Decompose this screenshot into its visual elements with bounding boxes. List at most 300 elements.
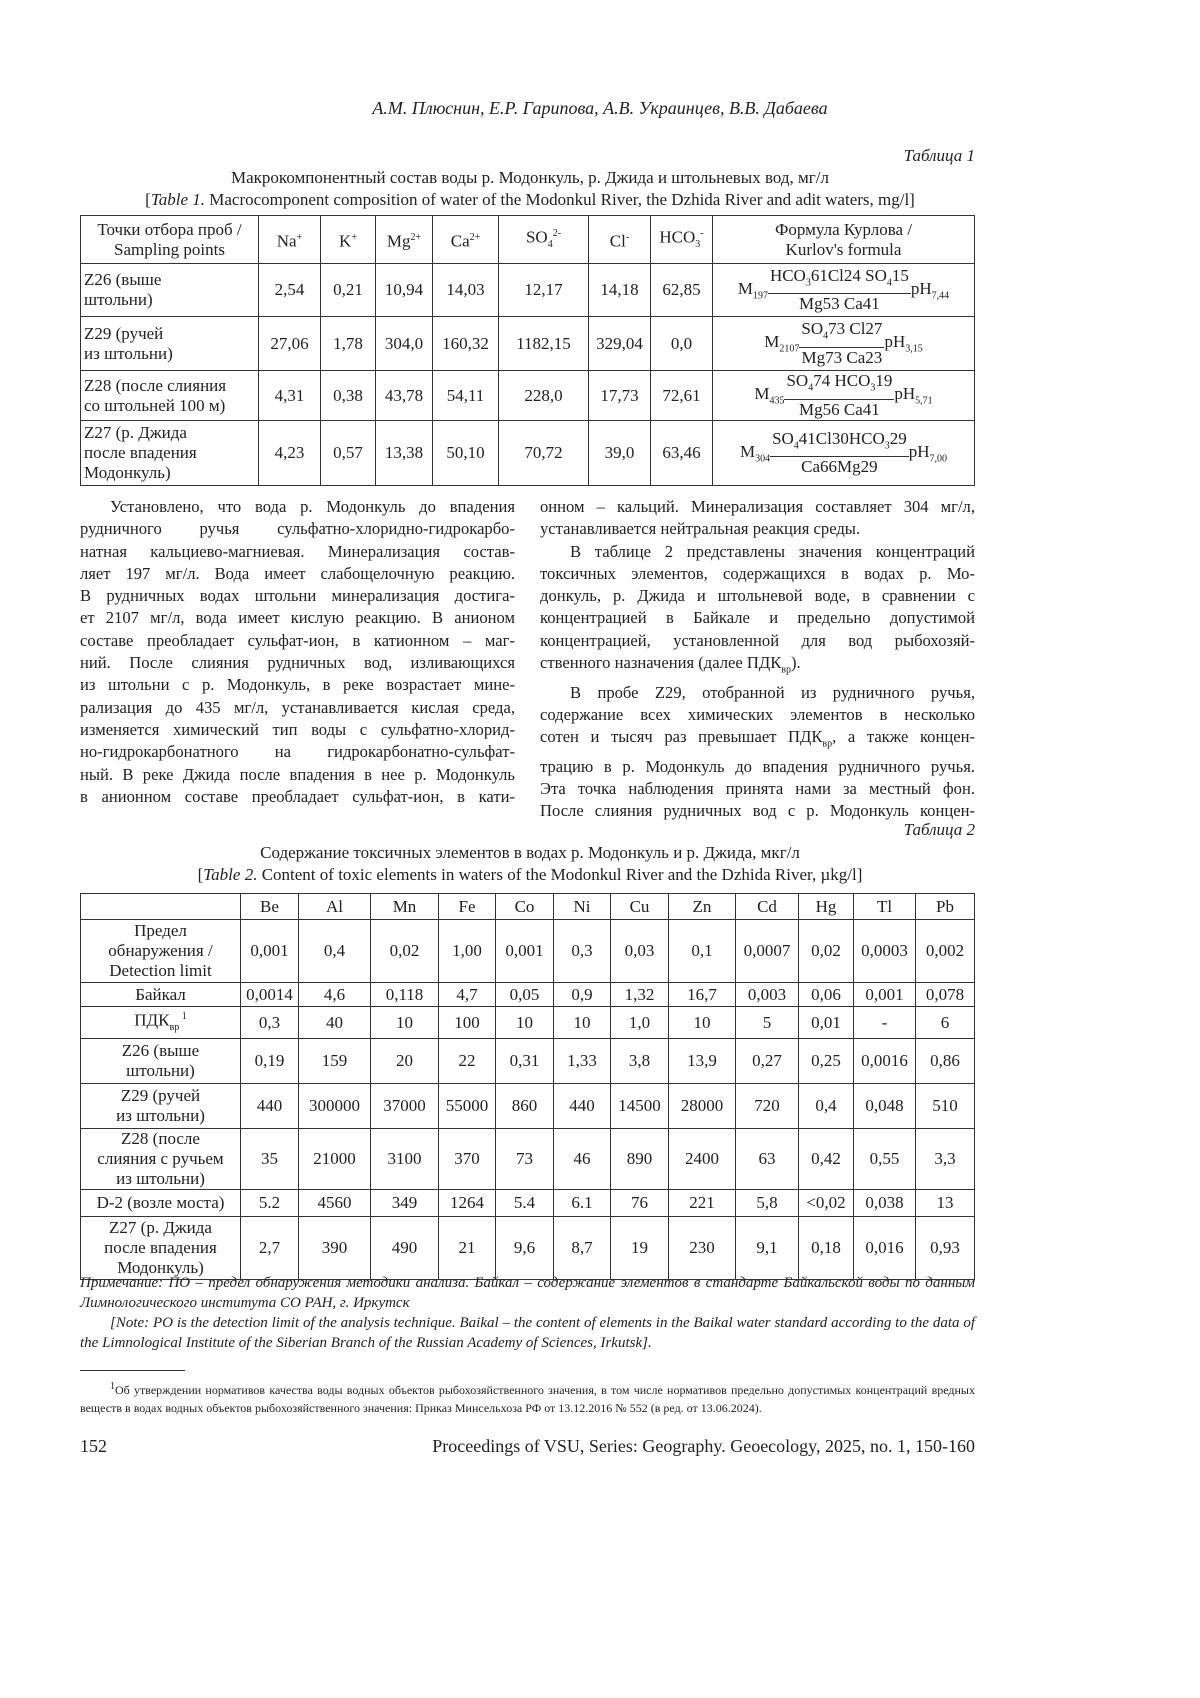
- header-line: Точки отбора проб /: [84, 220, 255, 240]
- row-label-line: Detection limit: [84, 961, 237, 981]
- value-cell: 10: [496, 1007, 554, 1039]
- anion-segment: 29: [890, 429, 907, 448]
- column-header: Zn: [669, 894, 736, 920]
- sampling-point: [81, 421, 259, 486]
- header-text: HCO: [659, 228, 695, 247]
- text-segment: ственного назначения (далее ПДК: [540, 653, 781, 672]
- text-segment: После слияния рудничных вод с р. Модонкуль концен-: [540, 801, 975, 820]
- anion-segment: 19: [875, 371, 892, 390]
- table-row: [81, 371, 975, 421]
- mineralization-value: 2107: [779, 344, 799, 355]
- value-cell: 5.2: [241, 1190, 299, 1217]
- value-cell: 73: [496, 1129, 554, 1190]
- value-cell: 2,7: [241, 1217, 299, 1280]
- row-label-line: D-2 (возле моста): [84, 1193, 237, 1213]
- header-text: 3: [695, 239, 700, 250]
- value-cell: 40: [299, 1007, 371, 1039]
- value-cell: 0,86: [916, 1039, 975, 1084]
- value-cell: 304,0: [376, 317, 433, 371]
- anion-segment: 3: [806, 277, 811, 288]
- value-cell: 4,7: [439, 983, 496, 1007]
- value-cell: 0,31: [496, 1039, 554, 1084]
- anion-segment: 41Cl30HCO: [799, 429, 885, 448]
- text-line: [80, 764, 515, 786]
- value-cell: 860: [496, 1084, 554, 1129]
- table-row: [81, 1217, 975, 1280]
- value-cell: 0,02: [371, 920, 439, 983]
- value-cell: 221: [669, 1190, 736, 1217]
- column-header: Cd: [736, 894, 799, 920]
- table-row: [81, 1084, 975, 1129]
- page: [0, 0, 1200, 1698]
- column-header: Hg: [799, 894, 854, 920]
- row-label-line: Z28 (после: [84, 1129, 237, 1149]
- row-label: [81, 1007, 241, 1039]
- value-cell: 329,04: [589, 317, 651, 371]
- text-line: [80, 563, 515, 585]
- text-line: [80, 786, 515, 808]
- text-segment: концентрацией, установленной для вод рыбохозяй-: [540, 631, 975, 650]
- value-cell: 0,0016: [854, 1039, 916, 1084]
- value-cell: 3,8: [611, 1039, 669, 1084]
- text-segment: ляет 197 мг/л. Вода имеет слабощелочную реакцию.: [80, 564, 515, 583]
- table1-title-en: [Table 1. Macrocomponent composition of water of the Modonkul River, the Dzhida River and adit waters, mg/l]: [60, 190, 1000, 210]
- row-label-line: из штольни): [84, 1106, 237, 1126]
- value-cell: 0,57: [321, 421, 376, 486]
- value-cell: 0,9: [554, 983, 611, 1007]
- row-label-line: Модонкуль): [84, 1258, 237, 1278]
- value-cell: 4,31: [259, 371, 321, 421]
- value-cell: 0,001: [241, 920, 299, 983]
- text-line: [540, 518, 975, 540]
- value-cell: 0,003: [736, 983, 799, 1007]
- column-header: Mn: [371, 894, 439, 920]
- text-line: [80, 652, 515, 674]
- header-text: Cl: [610, 231, 626, 250]
- value-cell: 0,0003: [854, 920, 916, 983]
- sampling-point-line: из штольни): [84, 344, 255, 364]
- row-label-line: Z26 (выше: [84, 1041, 237, 1061]
- anion-segment: 74 HCO: [813, 371, 870, 390]
- value-cell: 50,10: [433, 421, 499, 486]
- header-text: SO: [526, 228, 548, 247]
- value-cell: 490: [371, 1217, 439, 1280]
- row-label: [81, 920, 241, 983]
- row-label: [81, 983, 241, 1007]
- value-cell: 0,19: [241, 1039, 299, 1084]
- value-cell: 349: [371, 1190, 439, 1217]
- header-text: -: [700, 228, 703, 239]
- value-cell: 55000: [439, 1084, 496, 1129]
- table1: [80, 215, 975, 486]
- text-line: [540, 630, 975, 652]
- header-line: Kurlov's formula: [716, 240, 971, 260]
- formula-fraction: [770, 429, 909, 477]
- value-cell: 370: [439, 1129, 496, 1190]
- value-cell: 13,38: [376, 421, 433, 486]
- table-row: [81, 264, 975, 317]
- value-cell: 1182,15: [499, 317, 589, 371]
- formula-cations: Ca66Mg29: [770, 457, 909, 477]
- row-label-line: из штольни): [84, 1169, 237, 1189]
- table-row: [81, 1007, 975, 1039]
- value-cell: 72,61: [651, 371, 713, 421]
- formula-cations: Mg53 Ca41: [768, 294, 911, 314]
- formula-anions: [770, 429, 909, 457]
- header-text: Mg: [387, 231, 411, 250]
- value-cell: 0,001: [854, 983, 916, 1007]
- column-header: [81, 894, 241, 920]
- table2-label: Таблица 2: [600, 820, 975, 840]
- table-row: [81, 983, 975, 1007]
- value-cell: 0,06: [799, 983, 854, 1007]
- anion-segment: 3: [885, 440, 890, 451]
- text-segment: ный. В реке Джида после впадения в нее р. Модонкуль: [80, 765, 515, 784]
- text-segment: составе преобладает сульфат-ион, в катионном – маг-: [80, 631, 515, 650]
- footnote-divider: [80, 1370, 185, 1371]
- running-header-authors: А.М. Плюснин, Е.Р. Гарипова, А.В. Украинцев, В.В. Дабаева: [0, 98, 1200, 119]
- text-line: [80, 518, 515, 540]
- value-cell: 10: [669, 1007, 736, 1039]
- value-cell: 12,17: [499, 264, 589, 317]
- value-cell: 0,048: [854, 1084, 916, 1129]
- sampling-point-line: со штольней 100 м): [84, 396, 255, 416]
- value-cell: 9,1: [736, 1217, 799, 1280]
- sampling-point-line: Модонкуль): [84, 463, 255, 483]
- text-segment: онном – кальций. Минерализация составляет 304 мг/л,: [540, 497, 975, 516]
- ph-symbol: pH: [911, 279, 932, 298]
- row-label-segment: вр: [169, 1022, 179, 1033]
- value-cell: 228,0: [499, 371, 589, 421]
- header-text: 4: [548, 239, 553, 250]
- column-header: Al: [299, 894, 371, 920]
- table2: [80, 893, 975, 1280]
- value-cell: 0,1: [669, 920, 736, 983]
- text-segment: рализация до 435 мг/л, устанавливается кислая среда,: [80, 698, 515, 717]
- row-label-line: слияния с ручьем: [84, 1149, 237, 1169]
- value-cell: 4560: [299, 1190, 371, 1217]
- row-label-line: после впадения: [84, 1238, 237, 1258]
- value-cell: 1264: [439, 1190, 496, 1217]
- value-cell: 0,18: [799, 1217, 854, 1280]
- value-cell: 19: [611, 1217, 669, 1280]
- anion-segment: HCO: [770, 266, 806, 285]
- anion-segment: SO: [786, 371, 808, 390]
- mineralization-value: 435: [769, 396, 784, 407]
- value-cell: 0,3: [554, 920, 611, 983]
- ph-value: 5,71: [915, 396, 933, 407]
- value-cell: 0,93: [916, 1217, 975, 1280]
- value-cell: 0,078: [916, 983, 975, 1007]
- column-header: Co: [496, 894, 554, 920]
- row-label: [81, 1217, 241, 1280]
- text-line: [540, 541, 975, 563]
- text-line: [540, 682, 975, 704]
- value-cell: 28000: [669, 1084, 736, 1129]
- value-cell: 2400: [669, 1129, 736, 1190]
- text-segment: из штольни с р. Модонкуль, в реке возрастает мине-: [80, 675, 515, 694]
- text-line: [540, 778, 975, 800]
- value-cell: 0,38: [321, 371, 376, 421]
- formula-fraction: [768, 266, 911, 314]
- anion-segment: 4: [794, 440, 799, 451]
- header-text: 2+: [470, 232, 481, 243]
- column-header: [589, 216, 651, 264]
- value-cell: 27,06: [259, 317, 321, 371]
- text-line: [540, 585, 975, 607]
- formula-fraction: [784, 371, 894, 419]
- value-cell: 5,8: [736, 1190, 799, 1217]
- value-cell: 0,25: [799, 1039, 854, 1084]
- column-header: [651, 216, 713, 264]
- row-label-line: Предел: [84, 921, 237, 941]
- text-line: [80, 741, 515, 763]
- table-row: [81, 1129, 975, 1190]
- formula-anions: [799, 319, 884, 347]
- value-cell: 20: [371, 1039, 439, 1084]
- value-cell: 3,3: [916, 1129, 975, 1190]
- text-line: [80, 585, 515, 607]
- value-cell: 13,9: [669, 1039, 736, 1084]
- text-segment: В пробе Z29, отобранной из рудничного ручья,: [570, 683, 975, 702]
- ph-value: 7,00: [930, 453, 948, 464]
- value-cell: 0,0014: [241, 983, 299, 1007]
- journal-citation: Proceedings of VSU, Series: Geography. Geoecology, 2025, no. 1, 150-160: [400, 1436, 975, 1457]
- value-cell: 17,73: [589, 371, 651, 421]
- kurlov-formula: [713, 371, 975, 421]
- mineralization-value: 304: [755, 453, 770, 464]
- value-cell: 0,05: [496, 983, 554, 1007]
- text-segment: , а также концен-: [832, 727, 975, 746]
- anion-segment: SO: [772, 429, 794, 448]
- value-cell: 0,0007: [736, 920, 799, 983]
- text-segment: Установлено, что вода р. Модонкуль до впадения: [110, 497, 515, 516]
- row-label-segment: ПДК: [134, 1011, 169, 1030]
- table-row: [81, 421, 975, 486]
- value-cell: 21000: [299, 1129, 371, 1190]
- column-header: [499, 216, 589, 264]
- footnote-mark: 1: [110, 1381, 115, 1392]
- text-line: [540, 704, 975, 726]
- sampling-point-line: штольни): [84, 290, 255, 310]
- sampling-point: [81, 264, 259, 317]
- text-line: [540, 726, 975, 756]
- text-segment: токсичных элементов, содержащихся в водах р. Мо-: [540, 564, 975, 583]
- column-header: Be: [241, 894, 299, 920]
- value-cell: 76: [611, 1190, 669, 1217]
- footnote: [80, 1378, 975, 1417]
- anion-segment: 3: [870, 383, 875, 394]
- row-label-line: штольни): [84, 1061, 237, 1081]
- value-cell: 0,0: [651, 317, 713, 371]
- value-cell: 5.4: [496, 1190, 554, 1217]
- value-cell: 890: [611, 1129, 669, 1190]
- value-cell: 0,03: [611, 920, 669, 983]
- anion-segment: 4: [808, 383, 813, 394]
- header-text: 2+: [410, 232, 421, 243]
- text-line: [540, 756, 975, 778]
- row-label: [81, 1190, 241, 1217]
- value-cell: 22: [439, 1039, 496, 1084]
- row-label-line: Байкал: [84, 985, 237, 1005]
- sampling-point-line: Z29 (ручей: [84, 324, 255, 344]
- value-cell: 10,94: [376, 264, 433, 317]
- row-label-segment: 1: [179, 1011, 187, 1022]
- value-cell: 63,46: [651, 421, 713, 486]
- text-line: [80, 719, 515, 741]
- value-cell: 1,00: [439, 920, 496, 983]
- value-cell: 39,0: [589, 421, 651, 486]
- ph-value: 3,15: [905, 344, 923, 355]
- text-segment: трацию в р. Модонкуль до впадения рудничного ручья.: [540, 757, 975, 776]
- value-cell: 2,54: [259, 264, 321, 317]
- row-label: [81, 1129, 241, 1190]
- ph-value: 7,44: [932, 290, 950, 301]
- value-cell: 3100: [371, 1129, 439, 1190]
- value-cell: 9,6: [496, 1217, 554, 1280]
- sampling-point: [81, 371, 259, 421]
- value-cell: 37000: [371, 1084, 439, 1129]
- text-line: [540, 607, 975, 629]
- body-text-right-column: [540, 496, 975, 823]
- row-label: [81, 1039, 241, 1084]
- column-header: [81, 216, 259, 264]
- value-cell: 35: [241, 1129, 299, 1190]
- value-cell: 10: [554, 1007, 611, 1039]
- table2-title-en-label: Table 2.: [203, 865, 257, 884]
- value-cell: 6: [916, 1007, 975, 1039]
- table2-title-ru: Содержание токсичных элементов в водах р. Модонкуль и р. Джида, мкг/л: [60, 843, 1000, 863]
- value-cell: 0,002: [916, 920, 975, 983]
- header-text: Ca: [451, 231, 470, 250]
- value-cell: 46: [554, 1129, 611, 1190]
- value-cell: 10: [371, 1007, 439, 1039]
- text-segment: рудничного ручья сульфатно-хлоридно-гидрокарбо-: [80, 519, 515, 538]
- value-cell: 1,32: [611, 983, 669, 1007]
- text-segment: ет 2107 мг/л, вода имеет кислую реакцию. В анионом: [80, 608, 515, 627]
- mineralization-symbol: M: [754, 384, 769, 403]
- mineralization-value: 197: [753, 290, 768, 301]
- formula-cations: Mg73 Ca23: [799, 348, 884, 368]
- anion-segment: 73 Cl27: [828, 319, 882, 338]
- text-segment: вр: [822, 739, 832, 750]
- row-label: [81, 1084, 241, 1129]
- value-cell: 0,55: [854, 1129, 916, 1190]
- ph-symbol: pH: [884, 332, 905, 351]
- column-header: [713, 216, 975, 264]
- header-text: +: [351, 232, 357, 243]
- column-header: Fe: [439, 894, 496, 920]
- body-text-left-column: [80, 496, 515, 808]
- text-segment: сотен и тысяч раз превышает ПДК: [540, 727, 822, 746]
- table-row: [81, 920, 975, 983]
- value-cell: 300000: [299, 1084, 371, 1129]
- ph-symbol: pH: [909, 442, 930, 461]
- sampling-point-line: Z28 (после слияния: [84, 376, 255, 396]
- kurlov-formula: [713, 264, 975, 317]
- ph-symbol: pH: [894, 384, 915, 403]
- text-segment: донкуль, р. Джида и штольневой воде, в сравнении с: [540, 586, 975, 605]
- value-cell: -: [854, 1007, 916, 1039]
- value-cell: 0,038: [854, 1190, 916, 1217]
- text-line: [80, 630, 515, 652]
- mineralization-symbol: M: [740, 442, 755, 461]
- value-cell: 0,21: [321, 264, 376, 317]
- value-cell: 0,4: [299, 920, 371, 983]
- text-line: [80, 541, 515, 563]
- column-header: [433, 216, 499, 264]
- value-cell: 1,33: [554, 1039, 611, 1084]
- mineralization-symbol: M: [764, 332, 779, 351]
- column-header: [259, 216, 321, 264]
- table-row: [81, 1039, 975, 1084]
- value-cell: 43,78: [376, 371, 433, 421]
- value-cell: 159: [299, 1039, 371, 1084]
- text-line: [80, 496, 515, 518]
- header-text: -: [626, 232, 629, 243]
- row-label-line: обнаружения /: [84, 941, 237, 961]
- value-cell: 0,42: [799, 1129, 854, 1190]
- value-cell: 16,7: [669, 983, 736, 1007]
- table1-title-en-label: Table 1.: [151, 190, 205, 209]
- anion-segment: 4: [887, 277, 892, 288]
- header-line: Формула Курлова /: [716, 220, 971, 240]
- text-segment: В таблице 2 представлены значения концентраций: [570, 542, 975, 561]
- mineralization-symbol: M: [738, 279, 753, 298]
- sampling-point-line: Z27 (р. Джида: [84, 423, 255, 443]
- header-text: Na: [277, 231, 297, 250]
- value-cell: 4,23: [259, 421, 321, 486]
- text-segment: концентрацией в Байкале и предельно допустимой: [540, 608, 975, 627]
- column-header: Tl: [854, 894, 916, 920]
- text-segment: В рудничных водах штольни минерализация достига-: [80, 586, 515, 605]
- text-line: [80, 674, 515, 696]
- header-text: K: [339, 231, 351, 250]
- text-line: [540, 496, 975, 518]
- value-cell: 0,02: [799, 920, 854, 983]
- anion-segment: 15: [892, 266, 909, 285]
- text-segment: в анионном составе преобладает сульфат-ион, в кати-: [80, 787, 515, 806]
- value-cell: 390: [299, 1217, 371, 1280]
- column-header: Pb: [916, 894, 975, 920]
- value-cell: 13: [916, 1190, 975, 1217]
- text-segment: изменяется химический тип воды с сульфатно-хлорид-: [80, 720, 515, 739]
- text-line: [80, 607, 515, 629]
- table1-title-en-text: Macrocomponent composition of water of the Modonkul River, the Dzhida River and adit waters, mg/l]: [205, 190, 915, 209]
- formula-anions: [784, 371, 894, 399]
- table2-title-en: [Table 2. Content of toxic elements in waters of the Modonkul River and the Dzhida River, µkg/l]: [60, 865, 1000, 885]
- value-cell: 720: [736, 1084, 799, 1129]
- sampling-point-line: Z26 (выше: [84, 270, 255, 290]
- value-cell: 0,27: [736, 1039, 799, 1084]
- anion-segment: SO: [801, 319, 823, 338]
- header-text: +: [297, 232, 303, 243]
- table2-title-en-text: Content of toxic elements in waters of the Modonkul River and the Dzhida River, µkg/l]: [257, 865, 862, 884]
- header-line: Sampling points: [84, 240, 255, 260]
- value-cell: 4,6: [299, 983, 371, 1007]
- column-header: Cu: [611, 894, 669, 920]
- anion-segment: 4: [823, 331, 828, 342]
- value-cell: 1,0: [611, 1007, 669, 1039]
- formula-cations: Mg56 Ca41: [784, 400, 894, 420]
- value-cell: 100: [439, 1007, 496, 1039]
- value-cell: 14,03: [433, 264, 499, 317]
- text-line: [540, 563, 975, 585]
- table-header-row: [81, 216, 975, 264]
- value-cell: 62,85: [651, 264, 713, 317]
- value-cell: 63: [736, 1129, 799, 1190]
- value-cell: 0,016: [854, 1217, 916, 1280]
